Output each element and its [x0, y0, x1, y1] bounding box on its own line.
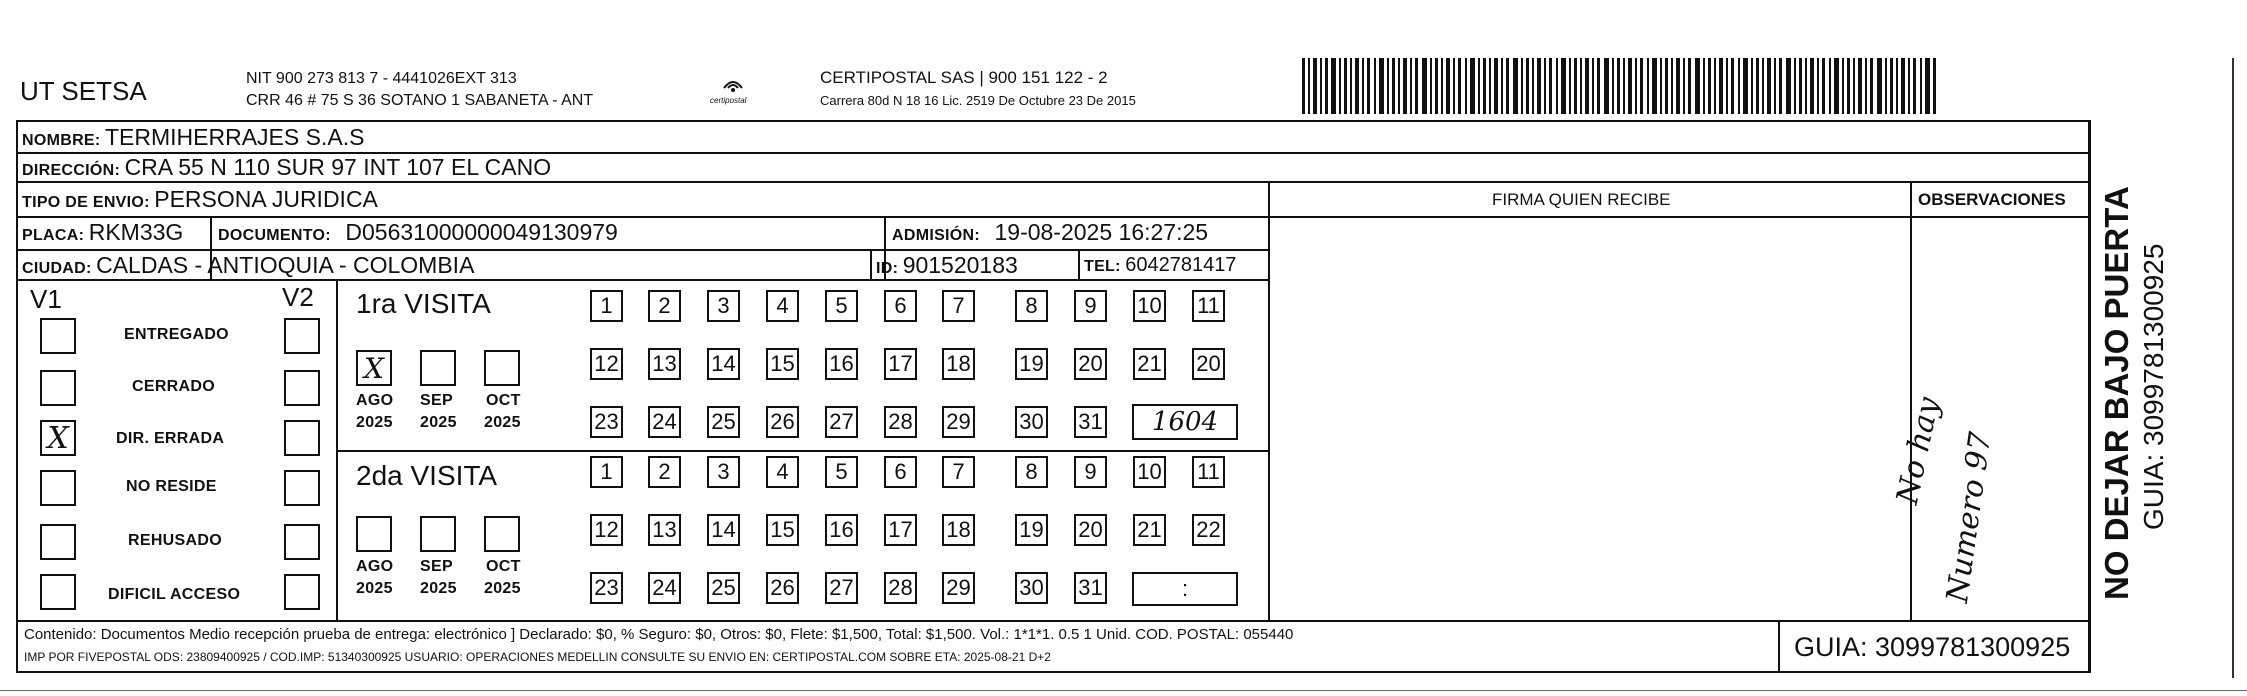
tipo-row	[22, 186, 378, 213]
first-month-mark: X	[364, 351, 384, 385]
second-visit-day-number: 6	[894, 459, 907, 484]
second-visit-day-number: 1	[600, 459, 613, 484]
second-visit-day-box[interactable]	[884, 514, 917, 546]
second-year-oct: 2025	[484, 580, 521, 597]
second-visit-day-box[interactable]	[942, 514, 975, 546]
tipo-value: PERSONA JURIDICA	[154, 186, 378, 212]
first-visit-day-box[interactable]	[825, 406, 858, 438]
first-visit-day-number: 21	[1137, 351, 1162, 376]
ciudad-row	[22, 252, 474, 279]
second-visit-day-box[interactable]	[1074, 514, 1107, 546]
col-divider	[870, 249, 872, 279]
second-visit-day-number: 15	[770, 517, 795, 542]
second-visit-day-box[interactable]	[825, 456, 858, 488]
documento-row	[218, 219, 618, 246]
second-visit-day-number: 23	[594, 575, 619, 600]
second-visit-day-box[interactable]	[707, 572, 740, 604]
first-visit-day-number: 24	[652, 409, 677, 434]
second-month-sep: SEP	[420, 558, 453, 575]
first-visit-day-number: 16	[829, 351, 854, 376]
status-cerrado: CERRADO	[132, 378, 215, 395]
status-dir-errada: DIR. ERRADA	[116, 430, 225, 447]
tel-label: TEL:	[1084, 258, 1121, 275]
second-visit-day-box[interactable]	[766, 514, 799, 546]
second-year-ago: 2025	[356, 580, 393, 597]
col-divider	[1078, 249, 1080, 279]
first-visit-day-box[interactable]	[1133, 348, 1166, 380]
placa-label: PLACA:	[22, 227, 85, 244]
second-visit-day-box[interactable]	[1133, 456, 1166, 488]
second-visit-day-box[interactable]	[648, 514, 681, 546]
v1-label: V1	[30, 284, 62, 314]
second-visit-day-number: 17	[888, 517, 913, 542]
second-visit-day-number: 27	[829, 575, 854, 600]
first-visit-day-box[interactable]	[766, 348, 799, 380]
tipo-label: TIPO DE ENVIO:	[22, 194, 150, 211]
nombre-row	[22, 124, 364, 151]
first-visit-day-box[interactable]	[884, 290, 917, 322]
second-visit-day-box[interactable]	[1192, 514, 1225, 546]
admision-value: 19-08-2025 16:27:25	[994, 219, 1209, 245]
col-divider	[884, 216, 886, 249]
footer-guia: GUIA: 3099781300925	[1794, 632, 2071, 662]
v1-checkbox-no-reside[interactable]	[40, 470, 76, 506]
first-visit-day-number: 6	[894, 293, 907, 318]
first-month-oct: OCT	[486, 392, 521, 409]
second-visit-day-number: 9	[1084, 459, 1097, 484]
row-divider	[16, 279, 1270, 281]
second-visit-month-sep[interactable]	[420, 516, 456, 552]
col-divider	[210, 216, 212, 249]
second-month-oct: OCT	[486, 558, 521, 575]
id-label: ID:	[876, 260, 899, 277]
second-visit-day-number: 18	[946, 517, 971, 542]
first-year-oct: 2025	[484, 414, 521, 431]
first-visit-day-box[interactable]	[766, 290, 799, 322]
second-visit-day-box[interactable]	[648, 456, 681, 488]
first-year-ago: 2025	[356, 414, 393, 431]
tel-value: 6042781417	[1125, 254, 1237, 276]
first-visit-day-box[interactable]	[707, 290, 740, 322]
first-month-sep: SEP	[420, 392, 453, 409]
v1-checkbox-dir-errada[interactable]	[40, 420, 76, 456]
first-visit-day-box[interactable]	[1074, 290, 1107, 322]
row-divider	[336, 450, 1270, 452]
direccion-label: DIRECCIÓN:	[22, 162, 121, 179]
second-visit-day-number: 12	[594, 517, 619, 542]
id-row	[876, 252, 1018, 279]
status-entregado: ENTREGADO	[124, 326, 229, 343]
second-visit-title: 2da VISITA	[356, 460, 498, 491]
first-visit-day-box[interactable]	[590, 348, 623, 380]
ciudad-label: CIUDAD:	[22, 260, 92, 277]
v1-checkbox-dificil-acceso[interactable]	[40, 574, 76, 610]
documento-value: D05631000000049130979	[345, 219, 618, 245]
admision-label: ADMISIÓN:	[892, 227, 981, 244]
v2-checkbox-rehusado[interactable]	[284, 524, 320, 560]
second-visit-day-number: 7	[952, 459, 965, 484]
second-year-sep: 2025	[420, 580, 457, 597]
v2-checkbox-dir-errada[interactable]	[284, 420, 320, 456]
first-visit-day-box[interactable]	[1074, 406, 1107, 438]
tel-row	[1084, 254, 1236, 277]
first-month-ago: AGO	[356, 392, 394, 409]
row-divider	[16, 249, 1270, 251]
second-visit-day-box[interactable]	[1015, 456, 1048, 488]
first-visit-day-number: 14	[711, 351, 736, 376]
second-visit-day-box[interactable]	[707, 514, 740, 546]
first-visit-day-box[interactable]	[825, 290, 858, 322]
second-visit-time-box[interactable]	[1132, 572, 1238, 606]
first-visit-day-box[interactable]	[942, 348, 975, 380]
first-visit-month-ago[interactable]	[356, 350, 392, 386]
second-visit-day-number: 3	[717, 459, 730, 484]
first-visit-day-box[interactable]	[648, 348, 681, 380]
direccion-row	[22, 154, 551, 181]
first-visit-day-box[interactable]	[1074, 348, 1107, 380]
first-visit-day-number: 20	[1078, 351, 1103, 376]
v2-checkbox-cerrado[interactable]	[284, 370, 320, 406]
admision-row	[892, 219, 1208, 246]
second-visit-day-number: 24	[652, 575, 677, 600]
v1-checkbox-rehusado[interactable]	[40, 524, 76, 560]
col-divider	[1268, 181, 1270, 620]
second-visit-day-number: 22	[1196, 517, 1221, 542]
barcode	[1302, 58, 1938, 114]
second-visit-day-box[interactable]	[1133, 514, 1166, 546]
placa-row	[22, 219, 183, 246]
first-visit-day-number: 9	[1084, 293, 1097, 318]
documento-label: DOCUMENTO:	[218, 227, 331, 244]
side-no-dejar: NO DEJAR BAJO PUERTA	[2098, 186, 2135, 600]
nombre-label: NOMBRE:	[22, 132, 101, 149]
second-visit-day-number: 21	[1137, 517, 1162, 542]
first-visit-day-number: 3	[717, 293, 730, 318]
footer-line1: Contenido: Documentos Medio recepción prueba de entrega: electrónico ] Declarado: $0, % Seguro: $0, Otros: $0, Flete: $1,500, Total: $1,500. Vol.: 1*1*1. 0.5 1 Unid. COD. POSTAL: 055440	[24, 626, 1294, 643]
first-visit-day-box[interactable]	[1015, 290, 1048, 322]
v1-checkbox-cerrado[interactable]	[40, 370, 76, 406]
second-visit-day-box[interactable]	[766, 456, 799, 488]
first-visit-day-number: 17	[888, 351, 913, 376]
nombre-value: TERMIHERRAJES S.A.S	[105, 124, 365, 150]
first-visit-day-number: 29	[946, 409, 971, 434]
ciudad-value: CALDAS - ANTIOQUIA - COLOMBIA	[96, 252, 475, 278]
status-no-reside: NO RESIDE	[126, 478, 217, 495]
first-visit-day-box[interactable]	[707, 406, 740, 438]
first-visit-day-number: 7	[952, 293, 965, 318]
first-visit-day-box[interactable]	[648, 406, 681, 438]
observation-line2: Numero 97	[1940, 429, 1999, 605]
first-visit-day-number: 4	[776, 293, 789, 318]
first-visit-day-box[interactable]	[766, 406, 799, 438]
first-visit-day-box[interactable]	[707, 348, 740, 380]
footer-line2: IMP POR FIVEPOSTAL ODS: 23809400925 / COD.IMP: 51340300925 USUARIO: OPERACIONES MEDELLIN CONSULTE SU ENVIO EN: CERTIPOSTAL.COM SOBRE ETA: 2025-08-21 D+2	[24, 650, 1051, 664]
first-visit-title: 1ra VISITA	[356, 288, 491, 319]
second-visit-day-number: 31	[1078, 575, 1103, 600]
company-name: UT SETSA	[20, 76, 147, 106]
nit-line: NIT 900 273 813 7 - 4441026EXT 313	[246, 70, 517, 87]
col-divider	[1778, 620, 1780, 673]
first-visit-day-number: 12	[594, 351, 619, 376]
first-visit-day-box[interactable]	[884, 406, 917, 438]
second-visit-day-box[interactable]	[884, 572, 917, 604]
first-visit-day-number: 20	[1196, 351, 1221, 376]
observaciones-header: OBSERVACIONES	[1918, 190, 2066, 209]
second-visit-day-number: 2	[658, 459, 671, 484]
first-visit-day-box[interactable]	[1015, 348, 1048, 380]
second-visit-day-number: 19	[1019, 517, 1044, 542]
logo-text: certipostal	[710, 96, 747, 105]
first-visit-day-box[interactable]	[648, 290, 681, 322]
second-visit-day-number: 10	[1137, 459, 1162, 484]
second-visit-day-number: 30	[1019, 575, 1044, 600]
v2-checkbox-no-reside[interactable]	[284, 470, 320, 506]
first-visit-time-box[interactable]	[1132, 404, 1238, 440]
second-visit-day-number: 4	[776, 459, 789, 484]
second-visit-day-number: 8	[1025, 459, 1038, 484]
first-visit-day-number: 26	[770, 409, 795, 434]
second-visit-day-box[interactable]	[648, 572, 681, 604]
first-visit-day-number: 2	[658, 293, 671, 318]
second-visit-day-box[interactable]	[1074, 572, 1107, 604]
v1-mark: X	[47, 420, 69, 456]
first-visit-day-box[interactable]	[1133, 290, 1166, 322]
second-visit-day-box[interactable]	[590, 456, 623, 488]
second-visit-day-number: 25	[711, 575, 736, 600]
second-visit-day-number: 14	[711, 517, 736, 542]
first-visit-day-number: 15	[770, 351, 795, 376]
firma-header: FIRMA QUIEN RECIBE	[1492, 190, 1671, 209]
second-visit-day-box[interactable]	[707, 456, 740, 488]
second-visit-day-box[interactable]	[1192, 456, 1225, 488]
v2-checkbox-entregado[interactable]	[284, 318, 320, 354]
v1-checkbox-entregado[interactable]	[40, 318, 76, 354]
status-rehusado: REHUSADO	[128, 532, 222, 549]
first-visit-day-number: 30	[1019, 409, 1044, 434]
first-visit-day-number: 27	[829, 409, 854, 434]
first-visit-day-number: 31	[1078, 409, 1103, 434]
observation-line1: No hay	[1890, 394, 1947, 508]
carrier-line1: CERTIPOSTAL SAS | 900 151 122 - 2	[820, 68, 1108, 87]
second-visit-day-number: 28	[888, 575, 913, 600]
second-visit-day-box[interactable]	[825, 514, 858, 546]
first-visit-day-box[interactable]	[1192, 290, 1225, 322]
first-visit-day-box[interactable]	[942, 406, 975, 438]
status-dificil-acceso: DIFICIL ACCESO	[108, 586, 241, 603]
first-visit-day-number: 10	[1137, 293, 1162, 318]
certipostal-logo	[708, 72, 758, 112]
second-month-ago: AGO	[356, 558, 394, 575]
first-visit-day-number: 23	[594, 409, 619, 434]
first-visit-day-number: 5	[835, 293, 848, 318]
col-divider	[336, 279, 338, 620]
second-visit-day-box[interactable]	[942, 456, 975, 488]
second-visit-day-number: 26	[770, 575, 795, 600]
second-visit-day-box[interactable]	[1015, 572, 1048, 604]
second-visit-day-number: 11	[1197, 459, 1220, 484]
bottom-edge	[0, 690, 2247, 691]
v2-label: V2	[282, 282, 314, 312]
side-guia: GUIA: 3099781300925	[2138, 243, 2169, 530]
row-divider	[1270, 216, 2091, 218]
second-visit-month-ago[interactable]	[356, 516, 392, 552]
first-visit-day-number: 25	[711, 409, 736, 434]
carrier-line2: Carrera 80d N 18 16 Lic. 2519 De Octubre 23 De 2015	[820, 93, 1136, 108]
page-edge	[2232, 58, 2234, 678]
second-visit-day-number: 29	[946, 575, 971, 600]
row-divider	[16, 181, 2091, 183]
second-visit-month-oct[interactable]	[484, 516, 520, 552]
first-time-value: 1604	[1151, 407, 1219, 437]
first-visit-day-number: 11	[1197, 293, 1220, 318]
second-visit-day-box[interactable]	[1015, 514, 1048, 546]
address-line: CRR 46 # 75 S 36 SOTANO 1 SABANETA - ANT	[246, 92, 594, 109]
placa-value: RKM33G	[88, 219, 184, 245]
first-visit-day-number: 13	[652, 351, 677, 376]
second-time-value: :	[1181, 576, 1189, 601]
v2-checkbox-dificil-acceso[interactable]	[284, 574, 320, 610]
second-visit-day-box[interactable]	[825, 572, 858, 604]
id-value: 901520183	[902, 252, 1018, 278]
second-visit-day-box[interactable]	[766, 572, 799, 604]
second-visit-day-box[interactable]	[590, 514, 623, 546]
second-visit-day-box[interactable]	[884, 456, 917, 488]
second-visit-day-number: 13	[652, 517, 677, 542]
direccion-value: CRA 55 N 110 SUR 97 INT 107 EL CANO	[124, 154, 552, 180]
first-visit-day-box[interactable]	[942, 290, 975, 322]
first-visit-day-box[interactable]	[825, 348, 858, 380]
second-visit-day-box[interactable]	[1074, 456, 1107, 488]
first-visit-day-box[interactable]	[590, 290, 623, 322]
first-visit-day-box[interactable]	[590, 406, 623, 438]
first-visit-day-number: 8	[1025, 293, 1038, 318]
second-visit-day-box[interactable]	[942, 572, 975, 604]
first-visit-day-number: 18	[946, 351, 971, 376]
second-visit-day-number: 20	[1078, 517, 1103, 542]
first-visit-month-oct[interactable]	[484, 350, 520, 386]
second-visit-day-box[interactable]	[590, 572, 623, 604]
second-visit-day-number: 5	[835, 459, 848, 484]
first-visit-month-sep[interactable]	[420, 350, 456, 386]
first-visit-day-number: 19	[1019, 351, 1044, 376]
first-visit-day-box[interactable]	[884, 348, 917, 380]
first-visit-day-number: 1	[600, 293, 613, 318]
first-visit-day-number: 28	[888, 409, 913, 434]
first-visit-day-box[interactable]	[1192, 348, 1225, 380]
row-divider	[16, 216, 1270, 218]
first-visit-day-box[interactable]	[1015, 406, 1048, 438]
observation-handwriting	[1890, 280, 2100, 610]
second-visit-day-number: 16	[829, 517, 854, 542]
first-year-sep: 2025	[420, 414, 457, 431]
